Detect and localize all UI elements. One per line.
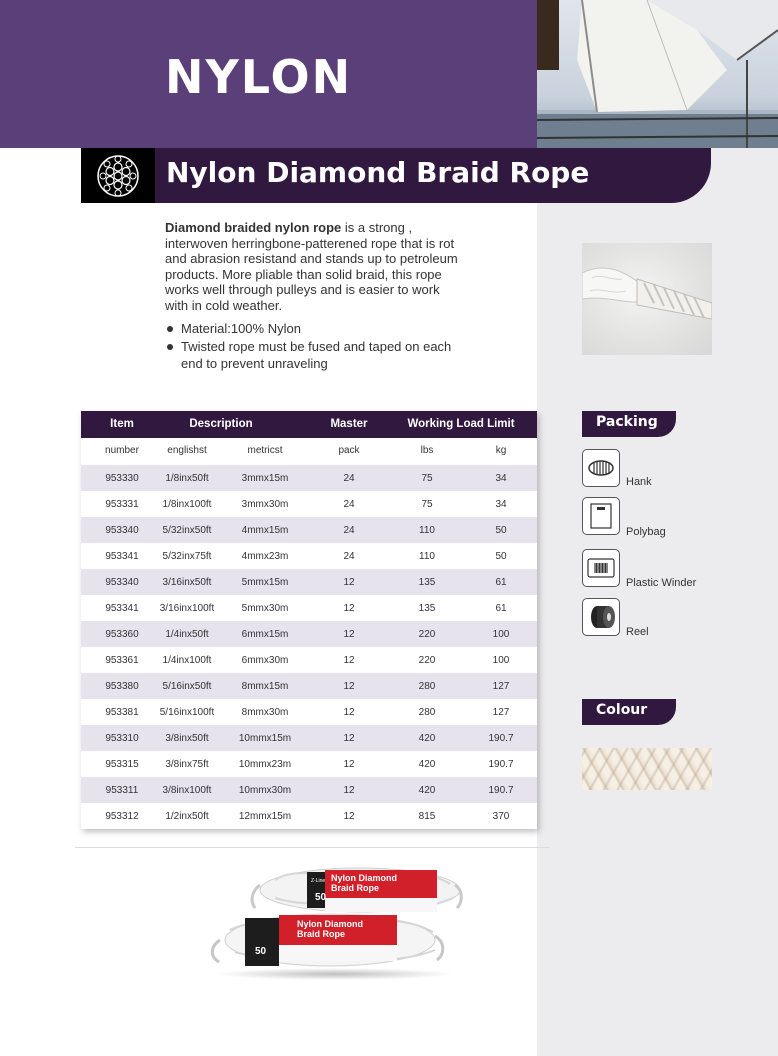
pack-label-polybag: Polybag <box>626 526 666 538</box>
subheader-kg: kg <box>495 445 507 456</box>
intro-bold: Diamond braided nylon rope <box>165 220 342 235</box>
cell-kg: 190.7 <box>488 785 514 796</box>
cell-metric: 3mmx30m <box>241 499 289 510</box>
cell-pack: 12 <box>343 603 355 614</box>
cell-english: 3/16inx100ft <box>159 603 215 614</box>
table-row <box>81 569 537 595</box>
table-row <box>81 647 537 673</box>
cell-kg: 100 <box>492 655 510 666</box>
packing-option-polybag <box>582 497 666 538</box>
table-row <box>81 673 537 699</box>
cell-metric: 5mmx15m <box>241 577 289 588</box>
cell-metric: 5mmx30m <box>241 603 289 614</box>
product-title: Nylon Diamond Braid Rope <box>166 156 590 189</box>
packing-option-reel <box>582 598 649 638</box>
cell-number: 953331 <box>105 499 139 510</box>
subheader-english: englishst <box>167 445 207 456</box>
subheader-lbs: lbs <box>420 445 434 456</box>
list-item: Twisted rope must be fused and taped on each end to prevent unraveling <box>165 338 465 373</box>
cell-lbs: 135 <box>418 603 436 614</box>
table-row <box>81 543 537 569</box>
cell-kg: 190.7 <box>488 733 514 744</box>
cell-kg: 61 <box>495 577 507 588</box>
cell-lbs: 75 <box>421 499 433 510</box>
pack-label-reel: Reel <box>626 626 649 638</box>
product-label-back: Nylon Diamond Braid Rope <box>331 873 398 893</box>
cell-english: 1/2inx50ft <box>165 811 209 822</box>
cell-number: 953340 <box>105 525 139 536</box>
colour-swatch <box>582 748 712 790</box>
cell-lbs: 280 <box>418 707 436 718</box>
reel-icon <box>582 598 620 636</box>
cell-pack: 12 <box>343 681 355 692</box>
cell-english: 1/8inx50ft <box>165 473 209 484</box>
cell-lbs: 110 <box>419 551 435 562</box>
cell-pack: 12 <box>343 655 355 666</box>
product-size-back: 50 <box>315 892 327 903</box>
cell-english: 1/4inx50ft <box>165 629 209 640</box>
table-row <box>81 517 537 543</box>
cell-pack: 12 <box>343 707 355 718</box>
packing-option-plastic-winder <box>582 549 697 589</box>
cell-metric: 4mmx23m <box>241 551 289 562</box>
cell-english: 3/8inx50ft <box>165 733 209 744</box>
product-label-front: Nylon Diamond Braid Rope <box>297 919 364 939</box>
cell-kg: 34 <box>495 473 507 484</box>
packing-heading: Packing <box>582 411 676 437</box>
cell-number: 953315 <box>105 759 139 770</box>
cell-lbs: 420 <box>418 733 436 744</box>
table-row <box>81 595 537 621</box>
cell-pack: 24 <box>343 499 355 510</box>
cell-number: 953360 <box>105 629 139 640</box>
table-row <box>81 777 537 803</box>
cell-lbs: 135 <box>418 577 436 588</box>
table-row <box>81 751 537 777</box>
product-image <box>205 860 465 980</box>
cell-metric: 6mmx15m <box>241 629 289 640</box>
cell-metric: 3mmx15m <box>241 473 289 484</box>
cell-kg: 34 <box>495 499 507 510</box>
cell-lbs: 220 <box>418 629 436 640</box>
cell-pack: 12 <box>343 577 355 588</box>
plastic-winder-icon <box>582 549 620 587</box>
polybag-icon <box>582 497 620 535</box>
subheader-number: number <box>105 445 139 456</box>
cell-pack: 12 <box>343 629 355 640</box>
table-row <box>81 621 537 647</box>
feature-list <box>165 320 465 373</box>
cell-metric: 10mmx15m <box>238 733 292 744</box>
cell-kg: 50 <box>495 551 507 562</box>
cell-kg: 61 <box>495 603 507 614</box>
cell-kg: 127 <box>492 681 510 692</box>
cell-number: 953330 <box>105 473 139 484</box>
cell-english: 5/32inx50ft <box>162 525 212 536</box>
page-title: NYLON <box>165 50 353 104</box>
rope-end-photo <box>582 243 712 355</box>
header-master: Master <box>330 418 368 430</box>
table-row <box>81 465 537 491</box>
cell-pack: 12 <box>343 733 355 744</box>
cell-lbs: 75 <box>421 473 433 484</box>
hank-icon <box>582 449 620 487</box>
table-row <box>81 725 537 751</box>
cell-number: 953312 <box>105 811 139 822</box>
cell-pack: 12 <box>343 785 355 796</box>
cell-metric: 8mmx15m <box>241 681 289 692</box>
header-item: Item <box>110 418 134 430</box>
intro-text: is a strong , interwoven herringbone-patterened rope that is rot and abrasion resistand and stands up to petroleum products. More pliable than solid braid, this rope works well through pulleys and is easier to work with in cold weather. <box>165 220 458 313</box>
cell-metric: 8mmx30m <box>241 707 289 718</box>
spec-table <box>81 411 537 829</box>
pack-label-hank: Hank <box>626 476 652 488</box>
cell-english: 3/8inx100ft <box>162 785 212 796</box>
cell-number: 953341 <box>105 603 139 614</box>
cell-number: 953341 <box>105 551 139 562</box>
intro-paragraph <box>165 220 465 314</box>
rope-cross-section-icon <box>81 148 155 203</box>
cell-kg: 50 <box>495 525 507 536</box>
cell-kg: 100 <box>492 629 510 640</box>
cell-metric: 10mmx23m <box>238 759 292 770</box>
header-description: Description <box>189 418 253 430</box>
table-body <box>81 465 537 829</box>
cell-english: 5/16inx100ft <box>159 707 215 718</box>
divider <box>75 847 550 848</box>
cell-lbs: 815 <box>418 811 436 822</box>
cell-lbs: 110 <box>419 525 435 536</box>
cell-metric: 10mmx30m <box>238 785 292 796</box>
cell-english: 3/16inx50ft <box>162 577 212 588</box>
cell-english: 3/8inx75ft <box>165 759 209 770</box>
cell-pack: 12 <box>343 811 355 822</box>
cell-english: 5/32inx75ft <box>162 551 212 562</box>
packing-option-hank <box>582 449 652 488</box>
subheader-pack: pack <box>338 445 360 456</box>
cell-number: 953381 <box>105 707 139 718</box>
cell-pack: 24 <box>343 525 355 536</box>
cell-english: 5/16inx50ft <box>162 681 212 692</box>
cell-number: 953361 <box>105 655 139 666</box>
table-row <box>81 699 537 725</box>
subheader-metric: metricst <box>247 445 283 456</box>
table-row <box>81 803 537 829</box>
colour-heading: Colour <box>582 699 676 725</box>
cell-kg: 190.7 <box>488 759 514 770</box>
cell-english: 1/8inx100ft <box>162 499 212 510</box>
cell-metric: 4mmx15m <box>241 525 289 536</box>
cell-metric: 6mmx30m <box>241 655 289 666</box>
pack-label-plastic-winder: Plastic Winder <box>626 577 697 589</box>
table-row <box>81 491 537 517</box>
cell-lbs: 220 <box>418 655 436 666</box>
cell-number: 953310 <box>105 733 139 744</box>
cell-kg: 370 <box>492 811 510 822</box>
cell-number: 953380 <box>105 681 139 692</box>
cell-pack: 24 <box>343 551 355 562</box>
sailboat-photo <box>537 0 778 148</box>
cell-lbs: 280 <box>418 681 436 692</box>
product-size-front: 50 <box>255 946 267 957</box>
cell-pack: 24 <box>343 473 355 484</box>
table-header <box>81 411 537 438</box>
cell-lbs: 420 <box>418 759 436 770</box>
cell-metric: 12mmx15m <box>238 811 292 822</box>
list-item: Material:100% Nylon <box>165 320 465 338</box>
cell-english: 1/4inx100ft <box>162 655 212 666</box>
header-wll: Working Load Limit <box>407 418 515 430</box>
cell-number: 953340 <box>105 577 139 588</box>
cell-kg: 127 <box>492 707 510 718</box>
table-subheader <box>81 438 537 465</box>
cell-pack: 12 <box>343 759 355 770</box>
cell-number: 953311 <box>105 785 139 796</box>
cell-lbs: 420 <box>418 785 436 796</box>
product-brand: Z-Line <box>311 878 326 884</box>
